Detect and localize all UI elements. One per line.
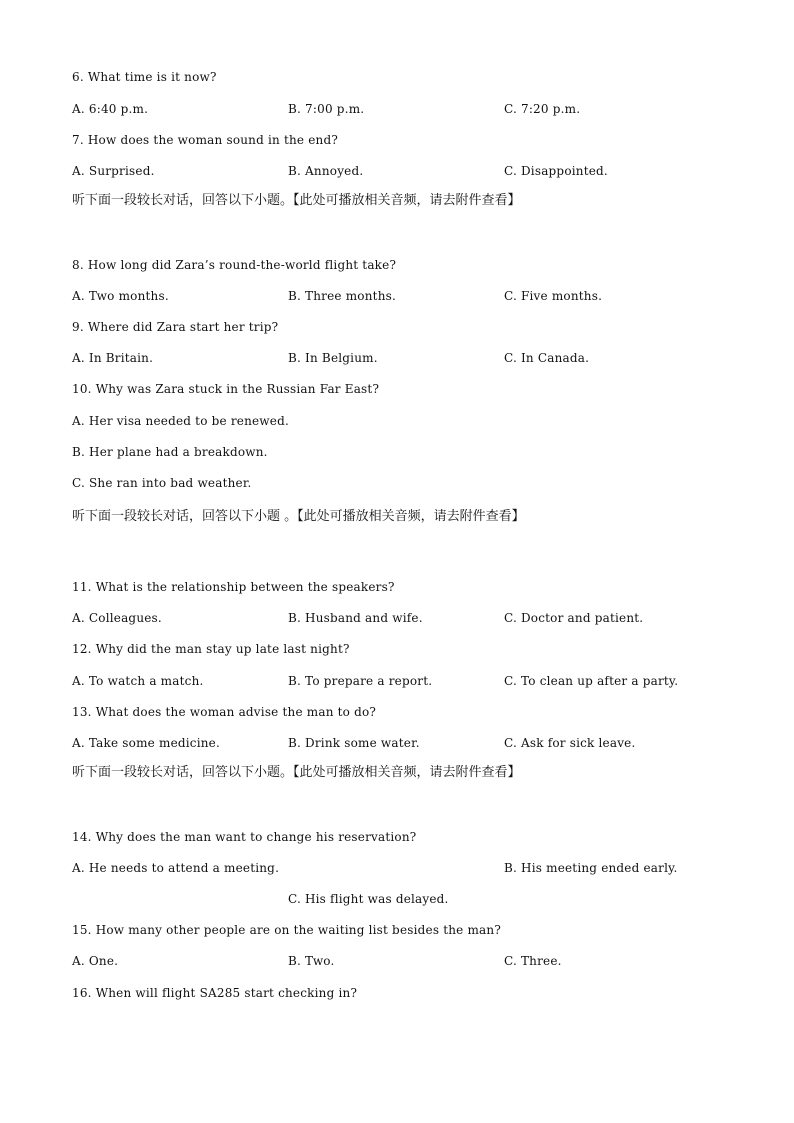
question-11: 11. What is the relationship between the speakers? [72,580,395,594]
question-12: 12. Why did the man stay up late last night? [72,642,350,656]
q6-option-a: A. 6:40 p.m. [72,102,149,116]
q14-option-a: A. He needs to attend a meeting. [72,861,280,875]
listening-instruction: 听下面一段较长对话，回答以下小题 。【此处可播放相关音频，请去附件查看】 [72,509,525,524]
q12-option-c: C. To clean up after a party. [504,674,679,688]
question-9: 9. Where did Zara start her trip? [72,320,279,334]
q15-option-a: A. One. [72,954,119,968]
q11-option-c: C. Doctor and patient. [504,611,644,625]
q6-option-b: B. 7:00 p.m. [288,102,365,116]
question-7: 7. How does the woman sound in the end? [72,133,338,147]
q7-option-c: C. Disappointed. [504,164,608,178]
q13-option-c: C. Ask for sick leave. [504,736,636,750]
q9-option-c: C. In Canada. [504,351,590,365]
q14-option-b: B. His meeting ended early. [504,861,678,875]
q13-option-b: B. Drink some water. [288,736,420,750]
listening-instruction: 听下面一段较长对话，回答以下小题。【此处可播放相关音频，请去附件查看】 [72,765,521,780]
question-6: 6. What time is it now? [72,70,217,84]
q12-option-a: A. To watch a match. [72,674,204,688]
question-14: 14. Why does the man want to change his reservation? [72,830,417,844]
question-8: 8. How long did Zara’s round-the-world flight take? [72,258,397,272]
question-16: 16. When will flight SA285 start checking in? [72,986,358,1000]
question-15: 15. How many other people are on the waiting list besides the man? [72,923,501,937]
q7-option-a: A. Surprised. [72,164,155,178]
q8-option-b: B. Three months. [288,289,396,303]
q15-option-c: C. Three. [504,954,562,968]
q10-option-c: C. She ran into bad weather. [72,476,252,490]
q8-option-a: A. Two months. [72,289,169,303]
q15-option-b: B. Two. [288,954,335,968]
question-10: 10. Why was Zara stuck in the Russian Far East? [72,382,380,396]
q11-option-a: A. Colleagues. [72,611,162,625]
q14-option-c: C. His flight was delayed. [288,892,449,906]
listening-instruction: 听下面一段较长对话，回答以下小题。【此处可播放相关音频，请去附件查看】 [72,193,521,208]
q9-option-b: B. In Belgium. [288,351,378,365]
q10-option-b: B. Her plane had a breakdown. [72,445,268,459]
q6-option-c: C. 7:20 p.m. [504,102,581,116]
q11-option-b: B. Husband and wife. [288,611,423,625]
q7-option-b: B. Annoyed. [288,164,364,178]
question-13: 13. What does the woman advise the man to do? [72,705,377,719]
q9-option-a: A. In Britain. [72,351,154,365]
q13-option-a: A. Take some medicine. [72,736,220,750]
q8-option-c: C. Five months. [504,289,603,303]
q12-option-b: B. To prepare a report. [288,674,433,688]
q10-option-a: A. Her visa needed to be renewed. [72,414,289,428]
